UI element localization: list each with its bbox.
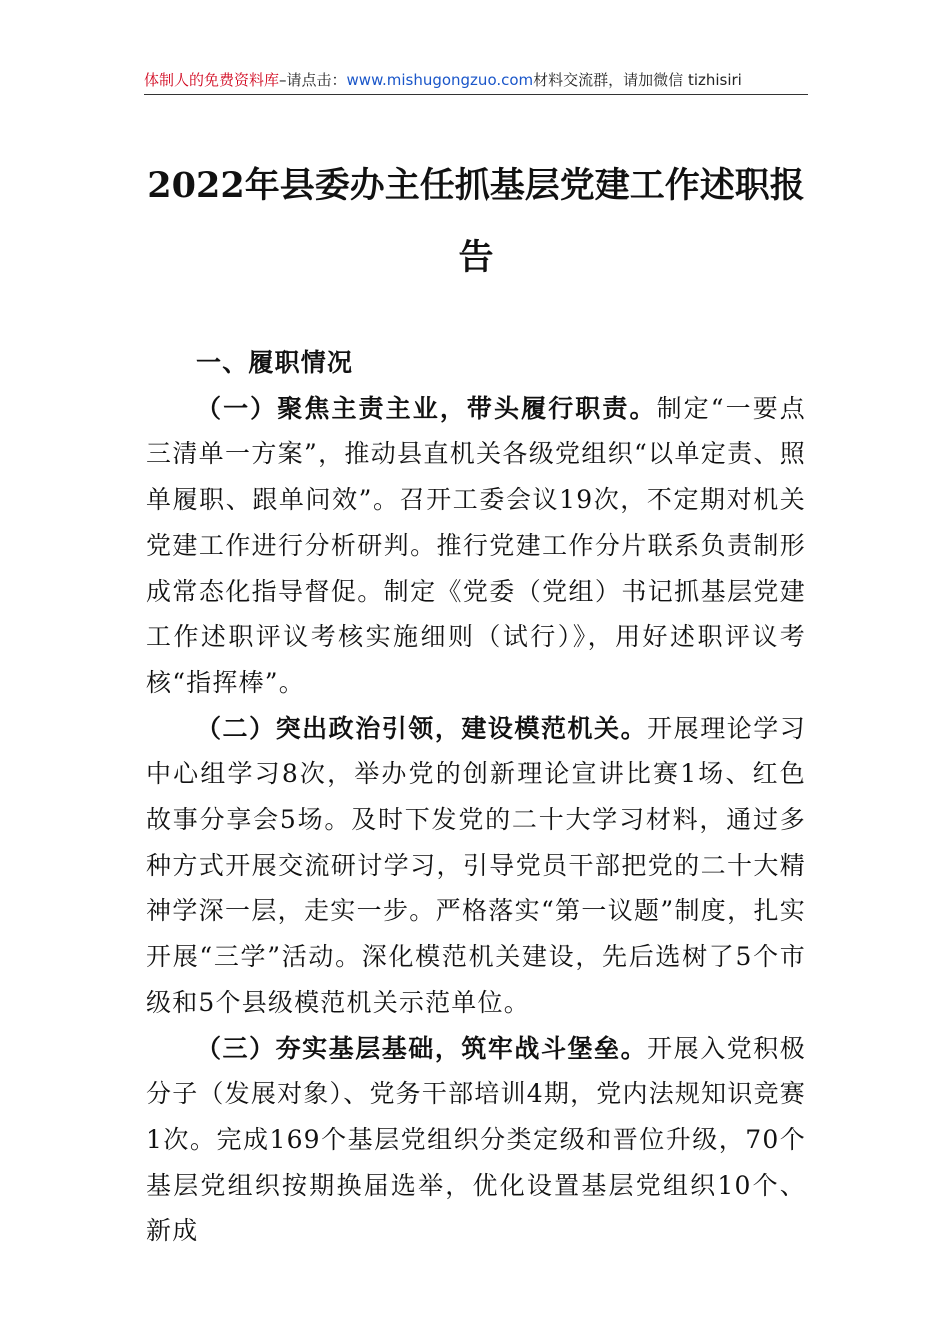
paragraph-text: 开展理论学习中心组学习8次，举办党的创新理论宣讲比赛1场、红色故事分享会5场。及时下发党的二十大学习材料，通过多种方式开展交流研讨学习，引导党员干部把党的二十大精神学深一层，走实一步。严格落实“第一议题”制度，扎实开展“三学”活动。深化模范机关建设，先后选树了5个市级和5个县级模范机关示范单位。 bbox=[146, 713, 807, 1017]
header-site-name: 体制人的免费资料库 bbox=[144, 71, 280, 89]
paragraph bbox=[146, 1026, 806, 1255]
header-contact-text: 材料交流群，请加微信 tizhisiri bbox=[533, 71, 742, 89]
paragraph-subheading: （三）夯实基层基础，筑牢战斗堡垒。 bbox=[196, 1033, 648, 1063]
header-url-link[interactable]: www.mishugongzuo.com bbox=[346, 71, 534, 89]
document-title bbox=[144, 150, 808, 294]
paragraph-text: 开展入党积极分子（发展对象）、党务干部培训4期，党内法规知识竞赛1次。完成169个基层党组织分类定级和晋位升级，70个基层党组织按期换届选举，优化设置基层党组织10个、新成 bbox=[146, 1033, 807, 1246]
header-click-text: –请点击： bbox=[279, 71, 347, 89]
paragraph-subheading: （二）突出政治引领，建设模范机关。 bbox=[196, 713, 648, 743]
document-body bbox=[146, 340, 806, 1254]
paragraph bbox=[146, 706, 806, 1026]
header-divider bbox=[144, 94, 808, 95]
title-line-1: 2022年县委办主任抓基层党建工作述职报 bbox=[147, 165, 805, 206]
paragraph-text: 制定“一要点三清单一方案”，推动县直机关各级党组织“以单定责、照单履职、跟单问效”。召开工委会议19次，不定期对机关党建工作进行分析研判。推行党建工作分片联系负责制形成常态化指导督促。制定《党委（党组）书记抓基层党建工作述职评议考核实施细则（试行）》，用好述职评议考核“指挥棒”。 bbox=[146, 393, 807, 697]
paragraph bbox=[146, 386, 806, 706]
page-header bbox=[144, 66, 808, 94]
paragraph-subheading: （一）聚焦主责主业，带头履行职责。 bbox=[196, 393, 657, 423]
title-line-2: 告 bbox=[458, 237, 494, 278]
section-heading: 一、履职情况 bbox=[196, 348, 354, 377]
